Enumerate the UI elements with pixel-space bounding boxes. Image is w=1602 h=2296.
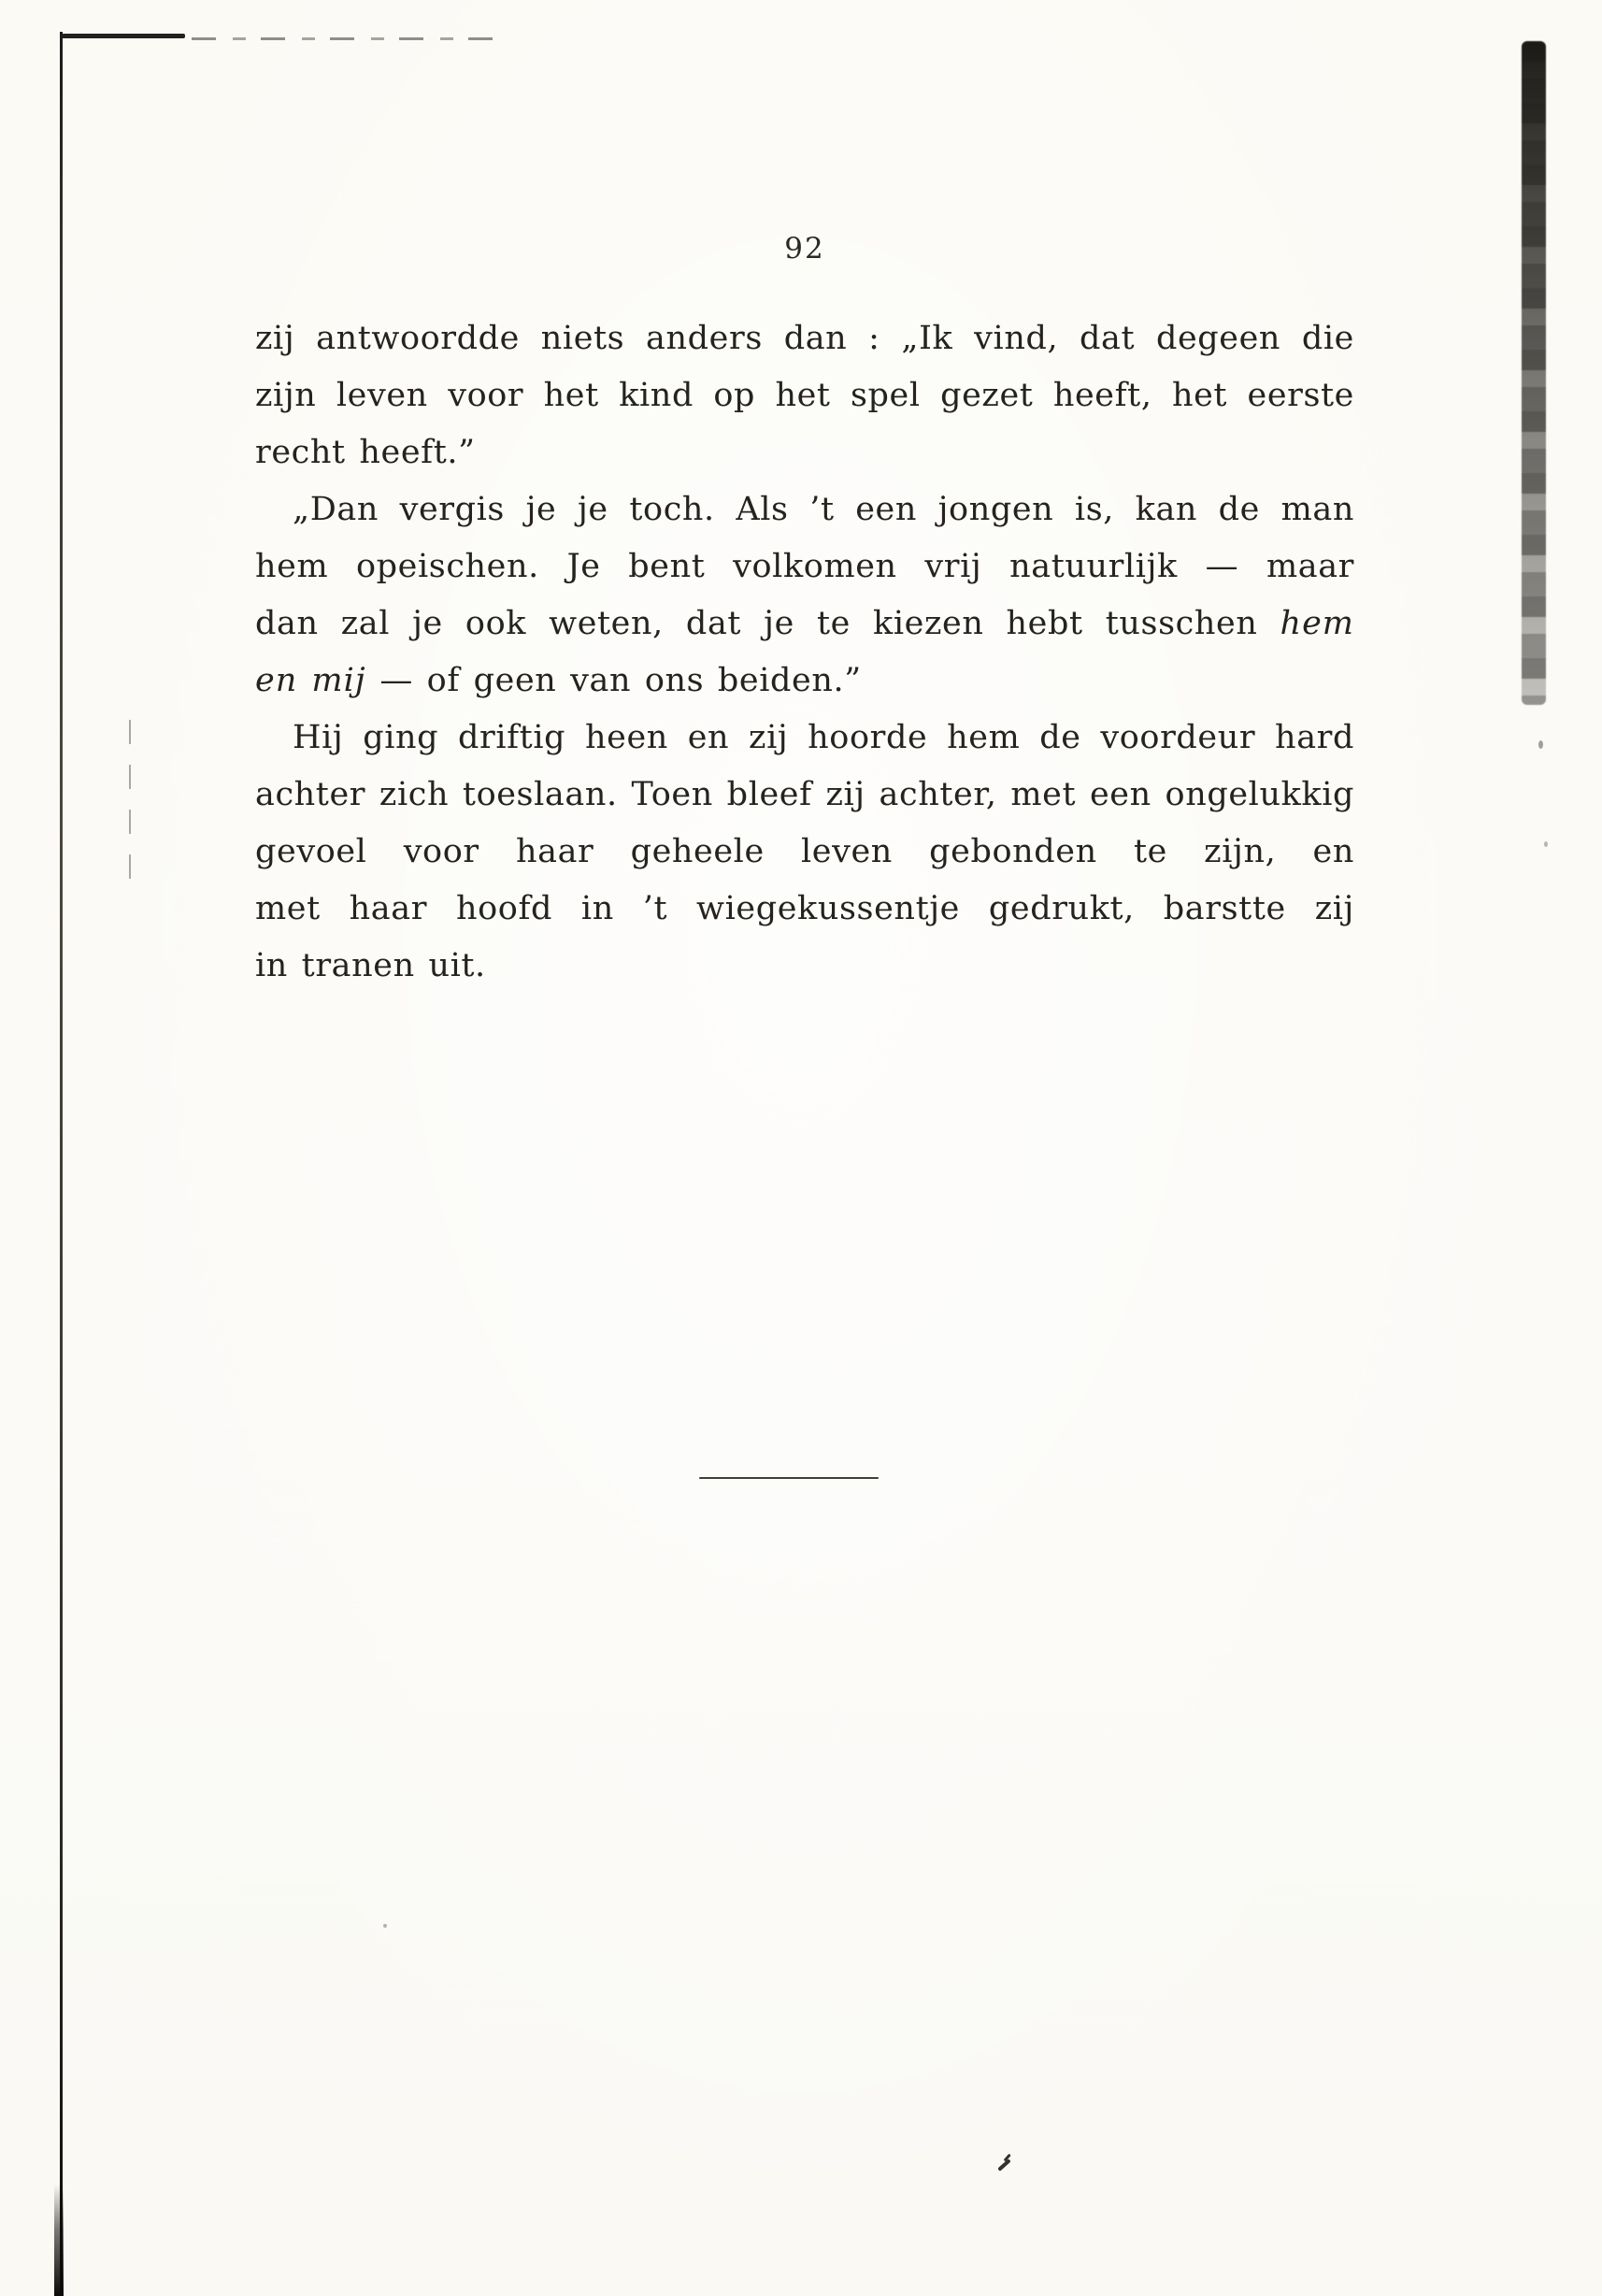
text-line bbox=[255, 424, 1354, 481]
text-line bbox=[255, 767, 1354, 824]
text-segment-italic: hem bbox=[1280, 605, 1354, 642]
scan-speck bbox=[383, 1924, 387, 1928]
text-line bbox=[255, 538, 1354, 596]
text-segment: gevoel voor haar geheele leven gebonden te zijn, en bbox=[255, 833, 1354, 870]
scan-right-edge-strip bbox=[1522, 41, 1546, 705]
text-segment: hem opeischen. Je bent volkomen vrij natuurlijk — maar bbox=[255, 548, 1354, 585]
text-segment: zij antwoordde niets anders dan : „Ik vind, dat degeen die bbox=[255, 320, 1354, 357]
text-segment: dan zal je ook weten, dat je te kiezen hebt tusschen bbox=[255, 605, 1280, 642]
page-number: 92 bbox=[784, 232, 825, 265]
scan-left-edge-line bbox=[60, 32, 63, 2296]
text-segment: met haar hoofd in ’t wiegekussentje gedrukt, barstte zij bbox=[255, 890, 1354, 927]
scan-speck bbox=[1544, 841, 1548, 847]
text-segment: „Dan vergis je je toch. Als ’t een jongen is, kan de man bbox=[293, 491, 1354, 528]
scan-speck bbox=[1538, 740, 1543, 749]
text-line bbox=[255, 367, 1354, 424]
scan-left-faint-dash bbox=[129, 720, 131, 879]
text-line bbox=[255, 881, 1354, 938]
scan-corner-dashes bbox=[192, 37, 500, 40]
text-line bbox=[255, 710, 1354, 767]
scan-corner-bracket bbox=[62, 34, 185, 38]
text-segment: recht heeft.” bbox=[255, 434, 476, 471]
text-segment: — of geen van ons beiden.” bbox=[365, 662, 862, 699]
text-segment-italic: en mij bbox=[255, 662, 366, 699]
text-line bbox=[255, 310, 1354, 367]
text-line bbox=[255, 596, 1354, 653]
text-line bbox=[255, 481, 1354, 538]
text-line bbox=[255, 653, 1354, 710]
text-line bbox=[255, 824, 1354, 881]
text-segment: Hij ging driftig heen en zij hoorde hem de voordeur hard bbox=[293, 719, 1354, 756]
text-segment: in tranen uit. bbox=[255, 947, 486, 984]
text-line bbox=[255, 938, 1354, 995]
text-segment: achter zich toeslaan. Toen bleef zij achter, met een ongelukkig bbox=[255, 776, 1354, 813]
section-divider-rule bbox=[699, 1477, 879, 1479]
text-segment: zijn leven voor het kind op het spel gezet heeft, het eerste bbox=[255, 377, 1354, 414]
ink-mark bbox=[994, 2153, 1019, 2174]
scan-left-edge-foot bbox=[54, 2184, 64, 2296]
text-block bbox=[255, 310, 1354, 995]
